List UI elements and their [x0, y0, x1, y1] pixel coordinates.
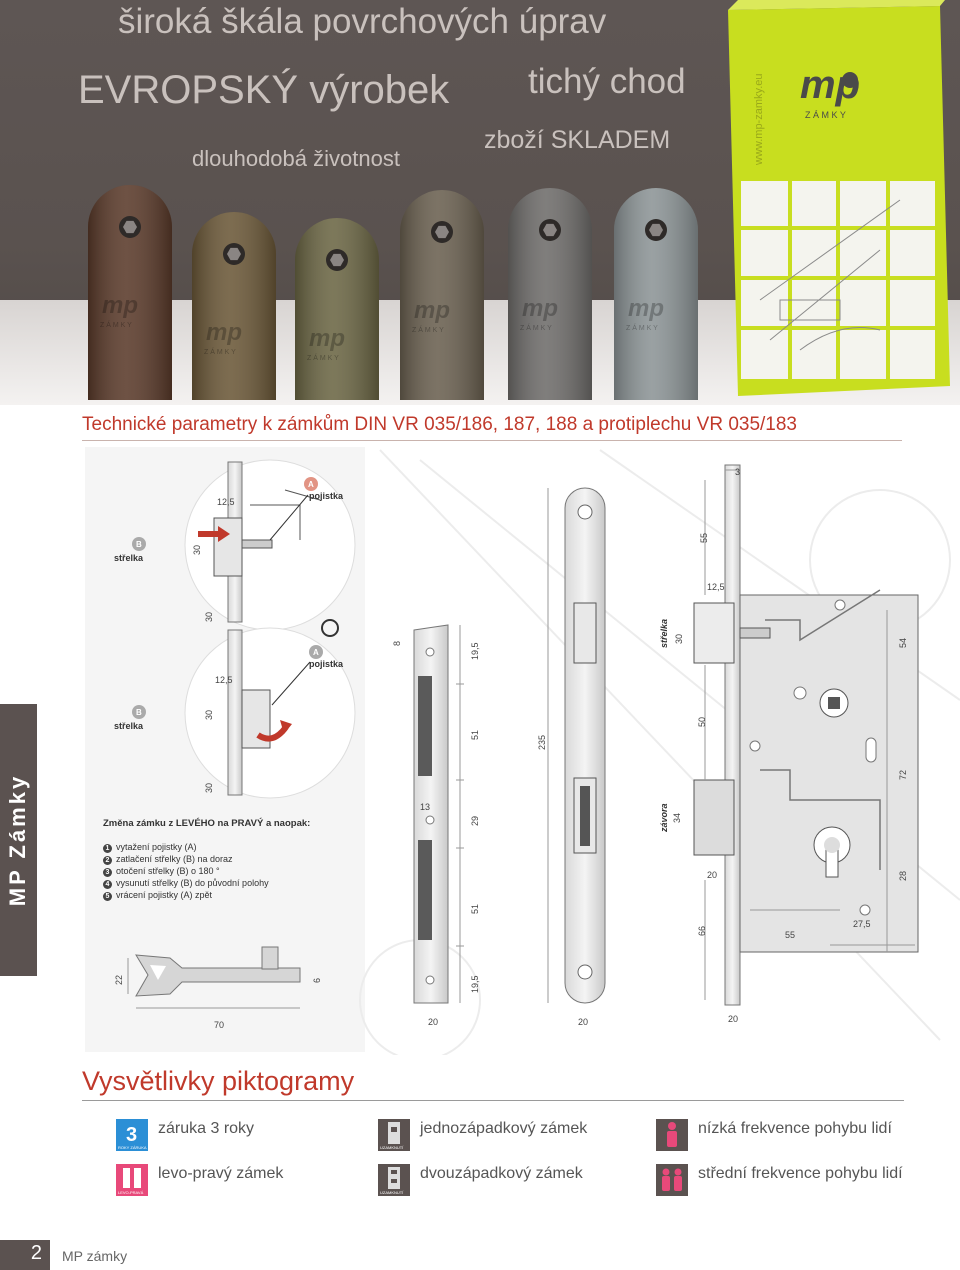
finish-plate [295, 218, 379, 400]
left-right-lock-icon [116, 1164, 148, 1196]
step-number-3: 3 [103, 868, 112, 877]
technical-drawing [0, 445, 960, 1055]
plate-brand: mp [309, 325, 345, 352]
dim-detail-12-5-bottom: 12,5 [215, 675, 233, 685]
step-number-5: 5 [103, 892, 112, 901]
step-number-4: 4 [103, 880, 112, 889]
medium-traffic-icon [656, 1164, 688, 1196]
plate-brand-sub: Z Á M K Y [307, 355, 339, 362]
legend-item-single-latch [378, 1119, 587, 1151]
dim-key-6: 6 [312, 977, 322, 983]
dim-lock-55: 55 [785, 930, 796, 940]
dim-lock-20: 20 [707, 870, 718, 880]
dim-lock-12-5: 12,5 [707, 582, 725, 592]
plate-brand: mp [522, 295, 558, 322]
dim-detail-30-bottom: 30 [204, 709, 214, 720]
detail-circle-top [185, 460, 355, 630]
dim-strike-19-5-bottom: 19,5 [470, 975, 480, 993]
box-brand: mp [800, 63, 860, 107]
step-number-1: 1 [103, 844, 112, 853]
legend-item-medium-traffic [656, 1164, 903, 1196]
slogan-surface-finishes: široká škála povrchových úprav [118, 2, 607, 41]
slogan-quiet-operation: tichý chod [528, 62, 686, 101]
dim-strike-29: 29 [470, 815, 480, 826]
dim-lock-3: 3 [735, 467, 741, 477]
step-item: 4 vysunutí střelky (B) do původní polohy [103, 877, 269, 889]
footer-text: MP zámky [62, 1248, 128, 1264]
plate-brand: mp [206, 319, 242, 346]
plate-brand: mp [102, 292, 138, 319]
legend-text-medium-traffic: střední frekvence pohybu lidí [698, 1165, 903, 1182]
finish-plate [400, 190, 484, 400]
hero-artwork [0, 0, 960, 405]
dim-key-22: 22 [114, 974, 124, 985]
legend-text-double-latch: dvouzápadkový zámek [420, 1165, 583, 1182]
dim-lock-50: 50 [697, 716, 707, 727]
legend-title: Vysvětlivky piktogramy [82, 1066, 355, 1096]
dim-detail-12-5-top: 12,5 [217, 497, 235, 507]
dim-strike-51-bottom: 51 [470, 903, 480, 914]
legend-item-left-right [116, 1164, 283, 1196]
svg-text:ROKY ZÁRUKA: ROKY ZÁRUKA [118, 1145, 147, 1150]
dim-lock-28: 28 [898, 870, 908, 881]
dim-lock-66: 66 [697, 925, 707, 936]
dim-strike-51-top: 51 [470, 729, 480, 740]
tech-title-rule [82, 440, 902, 441]
front-plate [548, 488, 605, 1003]
dim-front-235: 235 [537, 734, 547, 750]
tech-title: Technické parametry k zámkům DIN VR 035/186, 187, 188 a protiplechu VR 035/183 [82, 414, 797, 435]
legend-text-low-traffic: nízká frekvence pohybu lidí [698, 1120, 892, 1137]
box-url: www.mp-zamky.eu [753, 73, 765, 165]
dim-strike-19-5-top: 19,5 [470, 642, 480, 660]
dim-detail-30-bottom-b: 30 [204, 782, 214, 793]
dim-lock-20-bottom: 20 [728, 1014, 739, 1024]
finish-plate [88, 185, 172, 400]
plate-brand-sub: Z Á M K Y [412, 327, 444, 334]
svg-text:LEVO-PRAVÁ: LEVO-PRAVÁ [118, 1190, 144, 1195]
slogan-in-stock: zboží SKLADEM [484, 126, 671, 154]
step-number-2: 2 [103, 856, 112, 865]
plate-brand-sub: Z Á M K Y [204, 349, 236, 356]
marker-a-top: A [308, 480, 314, 489]
svg-text:3: 3 [126, 1124, 138, 1146]
side-tab-label: MP Zámky [5, 773, 30, 907]
dim-detail-30-top-b: 30 [204, 611, 214, 622]
dim-front-20: 20 [578, 1017, 589, 1027]
step-item: 3 otočení střelky (B) o 180 ° [103, 865, 269, 877]
double-latch-lock-icon [378, 1164, 410, 1196]
dim-strike-8: 8 [392, 640, 402, 646]
dim-strike-13: 13 [420, 802, 431, 812]
box-brand-sub: Z Á M K Y [805, 110, 846, 120]
single-latch-lock-icon [378, 1119, 410, 1151]
slogan-durability: dlouhodobá životnost [192, 146, 400, 171]
label-zavora-lock: závora [659, 803, 669, 832]
step-item: 2 zatlačení střelky (B) na doraz [103, 853, 269, 865]
product-box [728, 0, 950, 396]
slogan-european-product: EVROPSKÝ výrobek [78, 68, 450, 112]
dim-strike-20: 20 [428, 1017, 439, 1027]
svg-text:UZAMKNUTÍ: UZAMKNUTÍ [380, 1145, 404, 1150]
legend-item-double-latch [378, 1164, 583, 1196]
legend-text-single-latch: jednozápadkový zámek [420, 1120, 588, 1137]
marker-b-bottom: B [136, 708, 142, 717]
strike-plate [414, 625, 464, 1003]
dim-lock-54: 54 [898, 637, 908, 648]
legend-text-warranty: záruka 3 roky [158, 1120, 255, 1137]
step-item: 5 vrácení pojistky (A) zpět [103, 889, 269, 901]
page-number-box [0, 1240, 50, 1270]
warranty-3-years-icon [116, 1119, 148, 1151]
dim-lock-34: 34 [672, 812, 682, 823]
dim-key-70: 70 [214, 1020, 225, 1030]
label-strelka-lock: střelka [659, 618, 669, 648]
finish-plate [192, 212, 276, 400]
finish-plate [508, 188, 592, 400]
dim-lock-30: 30 [674, 633, 684, 644]
legend-item-low-traffic [656, 1119, 892, 1151]
lock-body [694, 465, 918, 1005]
hero-banner [0, 0, 960, 405]
low-traffic-icon [656, 1119, 688, 1151]
page-number: 2 [30, 1242, 42, 1264]
plate-brand: mp [628, 295, 664, 322]
plate-brand-sub: Z Á M K Y [626, 325, 658, 332]
legend-text-left-right: levo-pravý zámek [158, 1165, 284, 1182]
marker-b-top: B [136, 540, 142, 549]
marker-a-bottom: A [313, 648, 319, 657]
legend-item-warranty [116, 1119, 254, 1151]
plate-brand-sub: Z Á M K Y [100, 322, 132, 329]
legend-title-rule [82, 1100, 904, 1101]
label-pojistka-top: pojistka [309, 491, 344, 501]
dim-lock-55-top: 55 [699, 532, 709, 543]
change-steps [103, 841, 269, 901]
step-item: 1 vytažení pojistky (A) [103, 841, 269, 853]
finish-plate [614, 188, 698, 400]
label-pojistka-bottom: pojistka [309, 659, 344, 669]
label-strelka-bottom: střelka [114, 721, 144, 731]
dim-lock-27-5: 27,5 [853, 919, 871, 929]
dim-detail-30-top: 30 [192, 544, 202, 555]
change-instructions-title: Změna zámku z LEVÉHO na PRAVÝ a naopak: [103, 818, 311, 829]
svg-text:UZAMKNUTÍ: UZAMKNUTÍ [380, 1190, 404, 1195]
label-strelka-top: střelka [114, 553, 144, 563]
plate-brand-sub: Z Á M K Y [520, 325, 552, 332]
dim-lock-72: 72 [898, 769, 908, 780]
plate-brand: mp [414, 297, 450, 324]
